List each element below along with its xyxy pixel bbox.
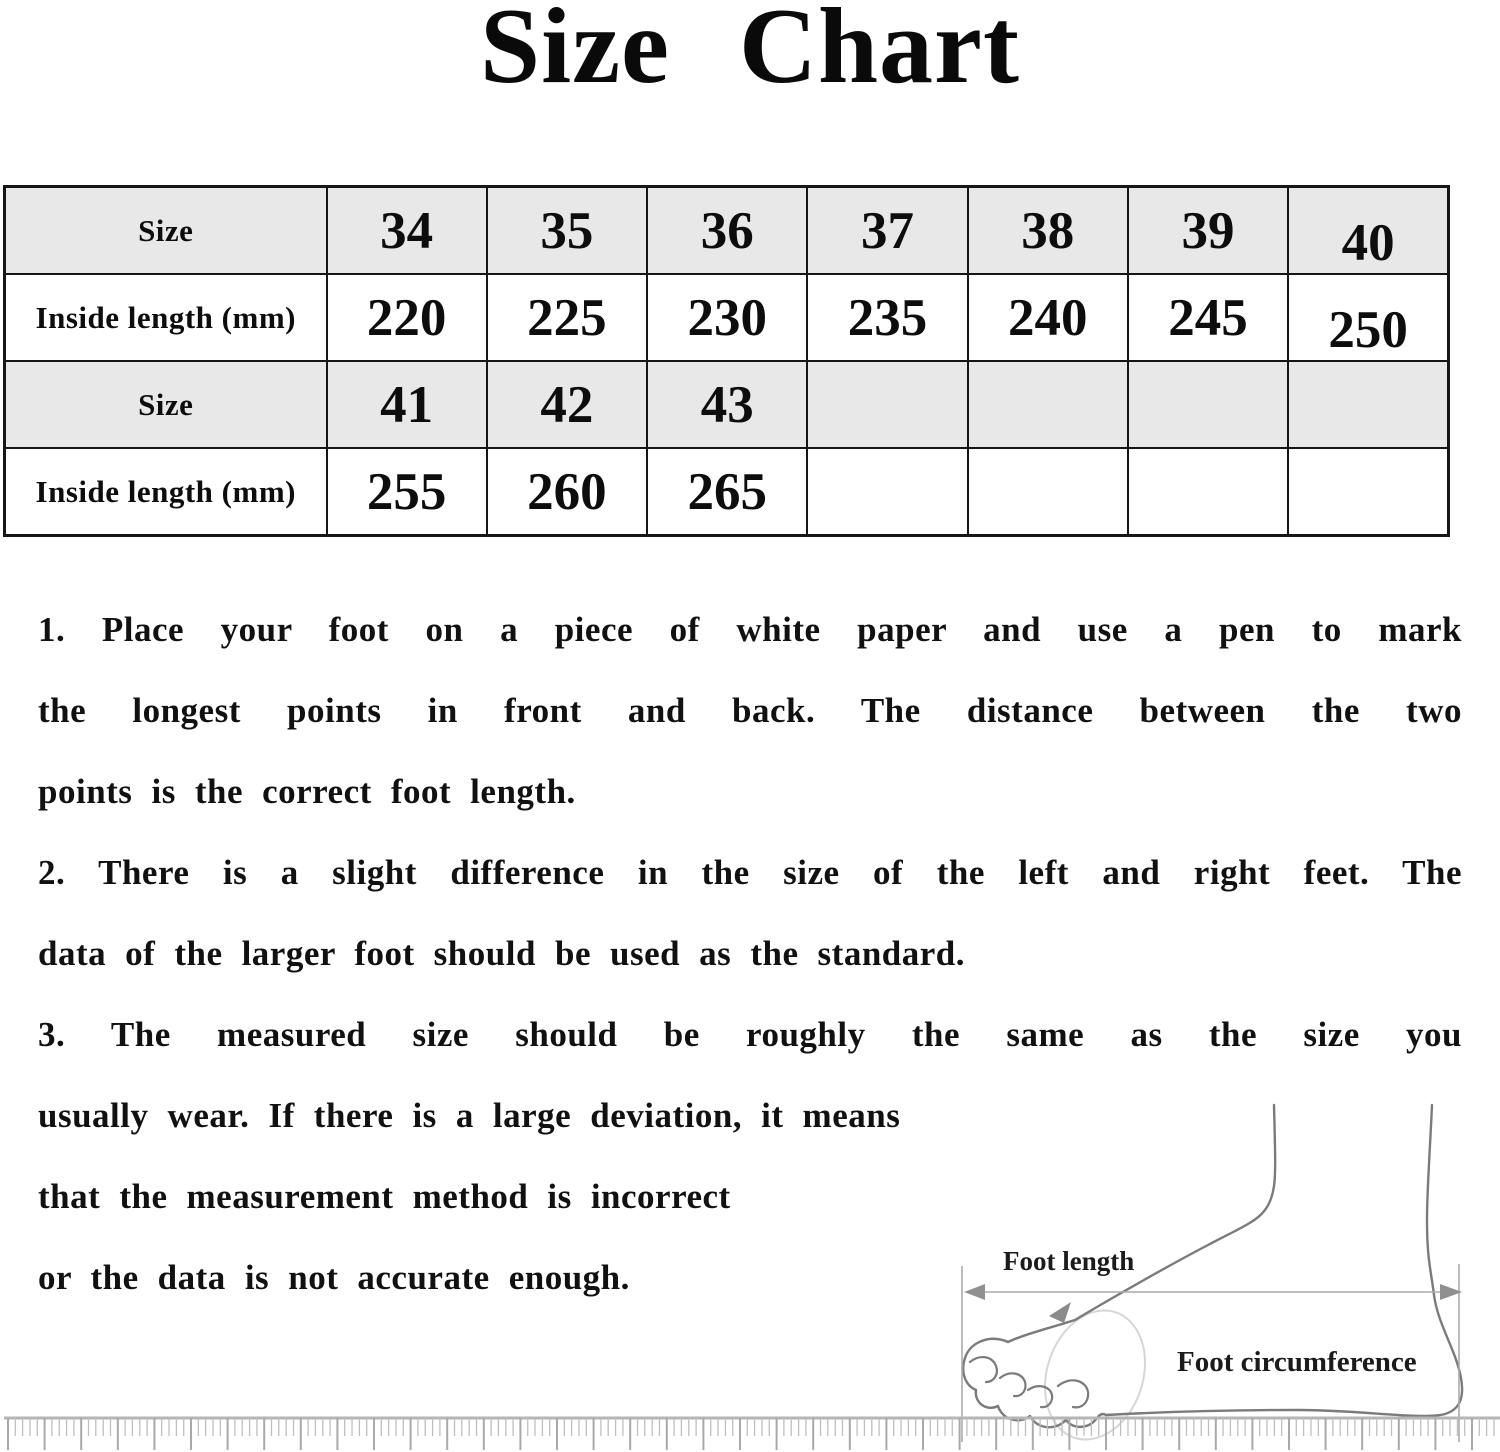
length-cell: 225: [487, 274, 647, 361]
size-row-2: [5, 361, 1449, 448]
size-cell: [1128, 361, 1288, 448]
length-cell: 235: [807, 274, 967, 361]
length-cell: [1288, 274, 1448, 361]
leg-front-instep-line: [1075, 1105, 1275, 1320]
measure-arrowhead-left: [964, 1284, 985, 1300]
length-cell: 230: [647, 274, 807, 361]
instruction-line: the longest points in front and back. The distance between the two: [38, 691, 1462, 730]
length-cell: 255: [327, 448, 487, 536]
length-cell: 240: [968, 274, 1128, 361]
size-cell: [1288, 361, 1448, 448]
instruction-line: 3. The measured size should be roughly the same as the size you: [38, 1015, 1462, 1054]
instruction-line: 1. Place your foot on a piece of white paper and use a pen to mark: [38, 610, 1462, 649]
ruler-graphic: [0, 1412, 1500, 1452]
instruction-line: data of the larger foot should be used as the standard.: [38, 934, 965, 973]
foot-measurement-diagram: [940, 1090, 1500, 1452]
foot-length-label: Foot length: [1003, 1246, 1135, 1276]
instruction-line: that the measurement method is incorrect: [38, 1177, 731, 1216]
toe-creases: [970, 1357, 1088, 1407]
instruction-line: usually wear. If there is a large deviation, it means: [38, 1096, 901, 1135]
length-cell: [807, 448, 967, 536]
instruction-line: 2. There is a slight difference in the size of the left and right feet. The: [38, 853, 1462, 892]
size-cell-value: 40: [1341, 213, 1395, 272]
length-cell: [968, 448, 1128, 536]
row-label-cell: Inside length (mm): [5, 274, 327, 361]
size-cell: [807, 361, 967, 448]
size-cell: 35: [487, 187, 647, 275]
row-label-cell: Size: [5, 187, 327, 275]
size-cell: 42: [487, 361, 647, 448]
length-cell-value: 250: [1328, 300, 1408, 359]
ruler-ticks: [8, 1418, 1494, 1450]
size-cell: 34: [327, 187, 487, 275]
row-label-cell: Size: [5, 361, 327, 448]
circumference-arrowhead: [1049, 1302, 1071, 1323]
length-cell: 220: [327, 274, 487, 361]
size-cell: 43: [647, 361, 807, 448]
size-cell: 38: [968, 187, 1128, 275]
size-cell: 41: [327, 361, 487, 448]
instruction-line: points is the correct foot length.: [38, 772, 576, 811]
size-row-1: [5, 187, 1449, 275]
size-cell: [1288, 187, 1448, 275]
size-cell: 37: [807, 187, 967, 275]
inside-length-row-1: [5, 274, 1449, 361]
size-cell: 36: [647, 187, 807, 275]
size-cell: [968, 361, 1128, 448]
size-cell: 39: [1128, 187, 1288, 275]
length-cell: [1288, 448, 1448, 536]
page-title: Size Chart: [480, 0, 1020, 106]
size-table: [3, 185, 1450, 537]
length-cell: [1128, 448, 1288, 536]
inside-length-row-2: [5, 448, 1449, 536]
length-cell: 260: [487, 448, 647, 536]
instruction-line: or the data is not accurate enough.: [38, 1258, 630, 1297]
length-cell: 265: [647, 448, 807, 536]
row-label-cell: Inside length (mm): [5, 448, 327, 536]
foot-circumference-label: Foot circumference: [1177, 1346, 1417, 1378]
length-cell: 245: [1128, 274, 1288, 361]
